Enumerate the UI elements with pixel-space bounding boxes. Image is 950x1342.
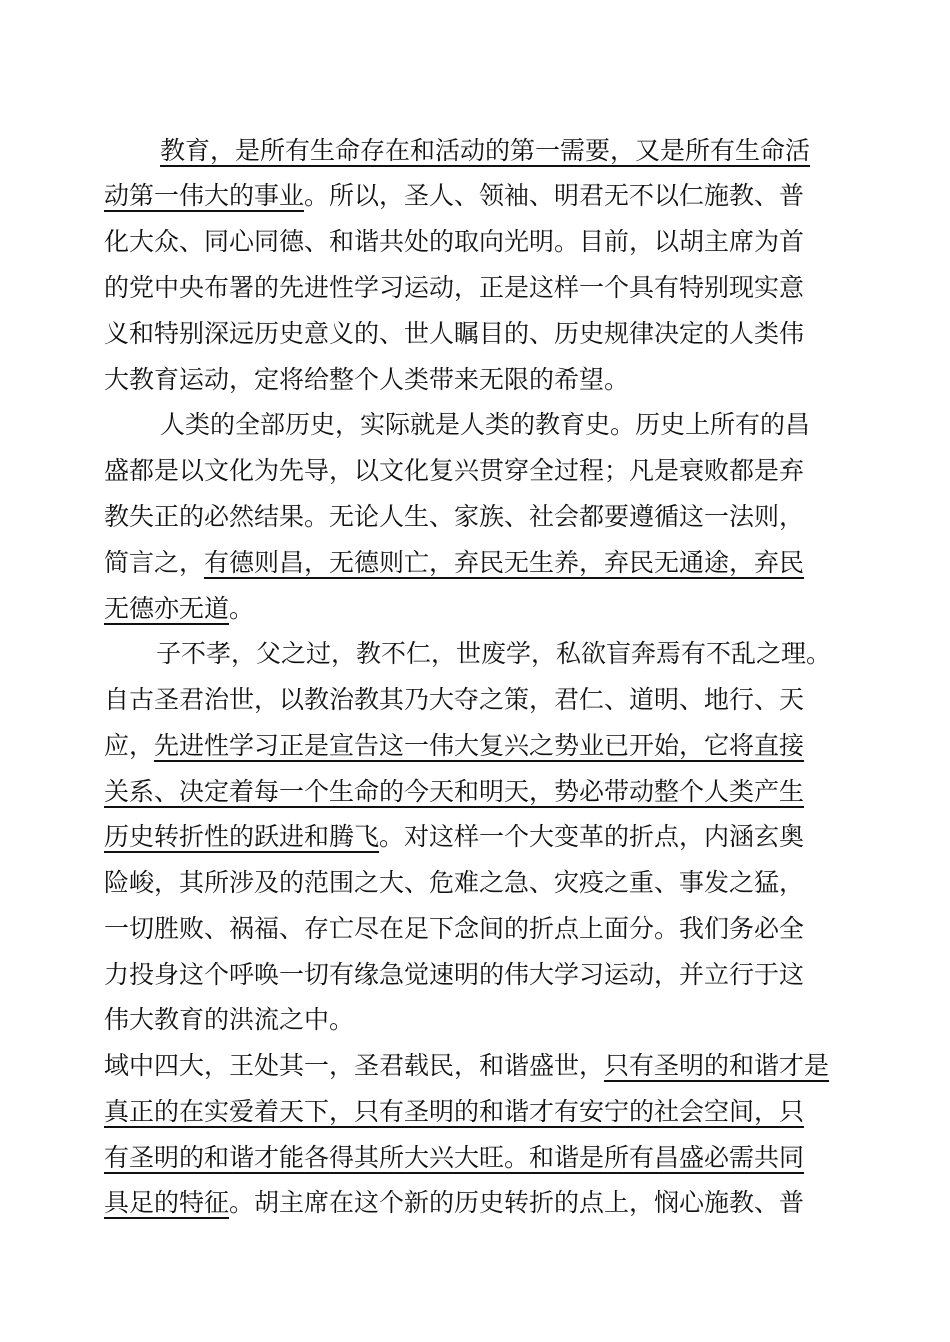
text-line — [104, 1181, 804, 1225]
text-run: 域中四大，王处其一，圣君载民，和谐盛世， — [104, 1051, 605, 1080]
text-line — [156, 632, 831, 676]
text-run: 自古圣君治世，以教治教其乃大夺之策，君仁、道明、地行、天 — [104, 685, 805, 714]
text-line — [104, 724, 804, 768]
text-line — [104, 770, 804, 814]
text-line — [104, 358, 629, 402]
underlined-text: 真正的在实爱着天下，只有圣明的和谐才有安宁的社会空间，只 — [104, 1097, 805, 1126]
text-line — [104, 587, 254, 631]
text-line — [160, 129, 810, 173]
text-line — [104, 174, 804, 218]
text-line — [104, 449, 804, 493]
text-run: 教失正的必然结果。无论人生、家族、社会都要遵循这一法则， — [104, 502, 805, 531]
text-run: 力投身这个呼唤一切有缘急觉速明的伟大学习运动，并立行于这 — [104, 960, 805, 989]
text-line — [104, 998, 354, 1042]
text-line — [104, 953, 804, 997]
underlined-text: 教育，是所有生命存在和活动的第一需要，又是所有生命活 — [160, 136, 811, 165]
underlined-text: 历史转折性的跃进和腾飞 — [104, 822, 380, 851]
text-run: 大教育运动，定将给整个人类带来无限的希望。 — [104, 365, 630, 394]
text-line — [160, 403, 810, 447]
text-line — [104, 861, 804, 905]
text-run: 。 — [229, 594, 255, 623]
text-run: 。胡主席在这个新的历史转折的点上，悯心施教、普 — [229, 1188, 805, 1217]
text-line — [104, 266, 804, 310]
text-run: 化大众、同心同德、和谐共处的取向光明。目前，以胡主席为首 — [104, 227, 805, 256]
underlined-text: 具足的特征 — [104, 1188, 230, 1217]
text-line — [104, 1136, 804, 1180]
text-line — [104, 495, 804, 539]
text-run: 的党中央布署的先进性学习运动，正是这样一个具有特别现实意 — [104, 273, 805, 302]
text-run: 一切胜败、祸福、存亡尽在足下念间的折点上面分。我们务必全 — [104, 914, 805, 943]
text-line — [104, 678, 804, 722]
underlined-text: 只有圣明的和谐才是 — [604, 1051, 830, 1080]
text-line — [104, 815, 804, 859]
underlined-text: 有圣明的和谐才能各得其所大兴大旺。和谐是所有昌盛必需共同 — [104, 1143, 805, 1172]
underlined-text: 动第一伟大的事业 — [104, 181, 305, 210]
text-run: 应， — [104, 731, 155, 760]
text-line — [104, 541, 804, 585]
text-run: 险峻，其所涉及的范围之大、危难之急、灾疫之重、事发之猛， — [104, 868, 805, 897]
text-run: 伟大教育的洪流之中。 — [104, 1005, 355, 1034]
text-run: 盛都是以文化为先导，以文化复兴贯穿全过程；凡是衰败都是弃 — [104, 456, 805, 485]
text-line — [104, 312, 804, 356]
text-line — [104, 220, 804, 264]
text-line — [104, 1090, 804, 1134]
text-line — [104, 1044, 829, 1088]
text-run: 。所以，圣人、领袖、明君无不以仁施教、普 — [304, 181, 805, 210]
text-run: 简言之， — [104, 548, 205, 577]
text-run: 人类的全部历史，实际就是人类的教育史。历史上所有的昌 — [160, 410, 811, 439]
underlined-text: 有德则昌，无德则亡，弃民无生养，弃民无通途，弃民 — [204, 548, 805, 577]
underlined-text: 先进性学习正是宣告这一伟大复兴之势业已开始，它将直接 — [154, 731, 805, 760]
underlined-text: 关系、决定着每一个生命的今天和明天，势必带动整个人类产生 — [104, 777, 805, 806]
text-run: 义和特别深远历史意义的、世人瞩目的、历史规律决定的人类伟 — [104, 319, 805, 348]
text-line — [104, 907, 804, 951]
text-run: 子不孝，父之过，教不仁，世废学，私欲盲奔焉有不乱之理。 — [156, 639, 832, 668]
text-run: 。对这样一个大变革的折点，内涵玄奥 — [379, 822, 805, 851]
underlined-text: 无德亦无道 — [104, 594, 230, 623]
